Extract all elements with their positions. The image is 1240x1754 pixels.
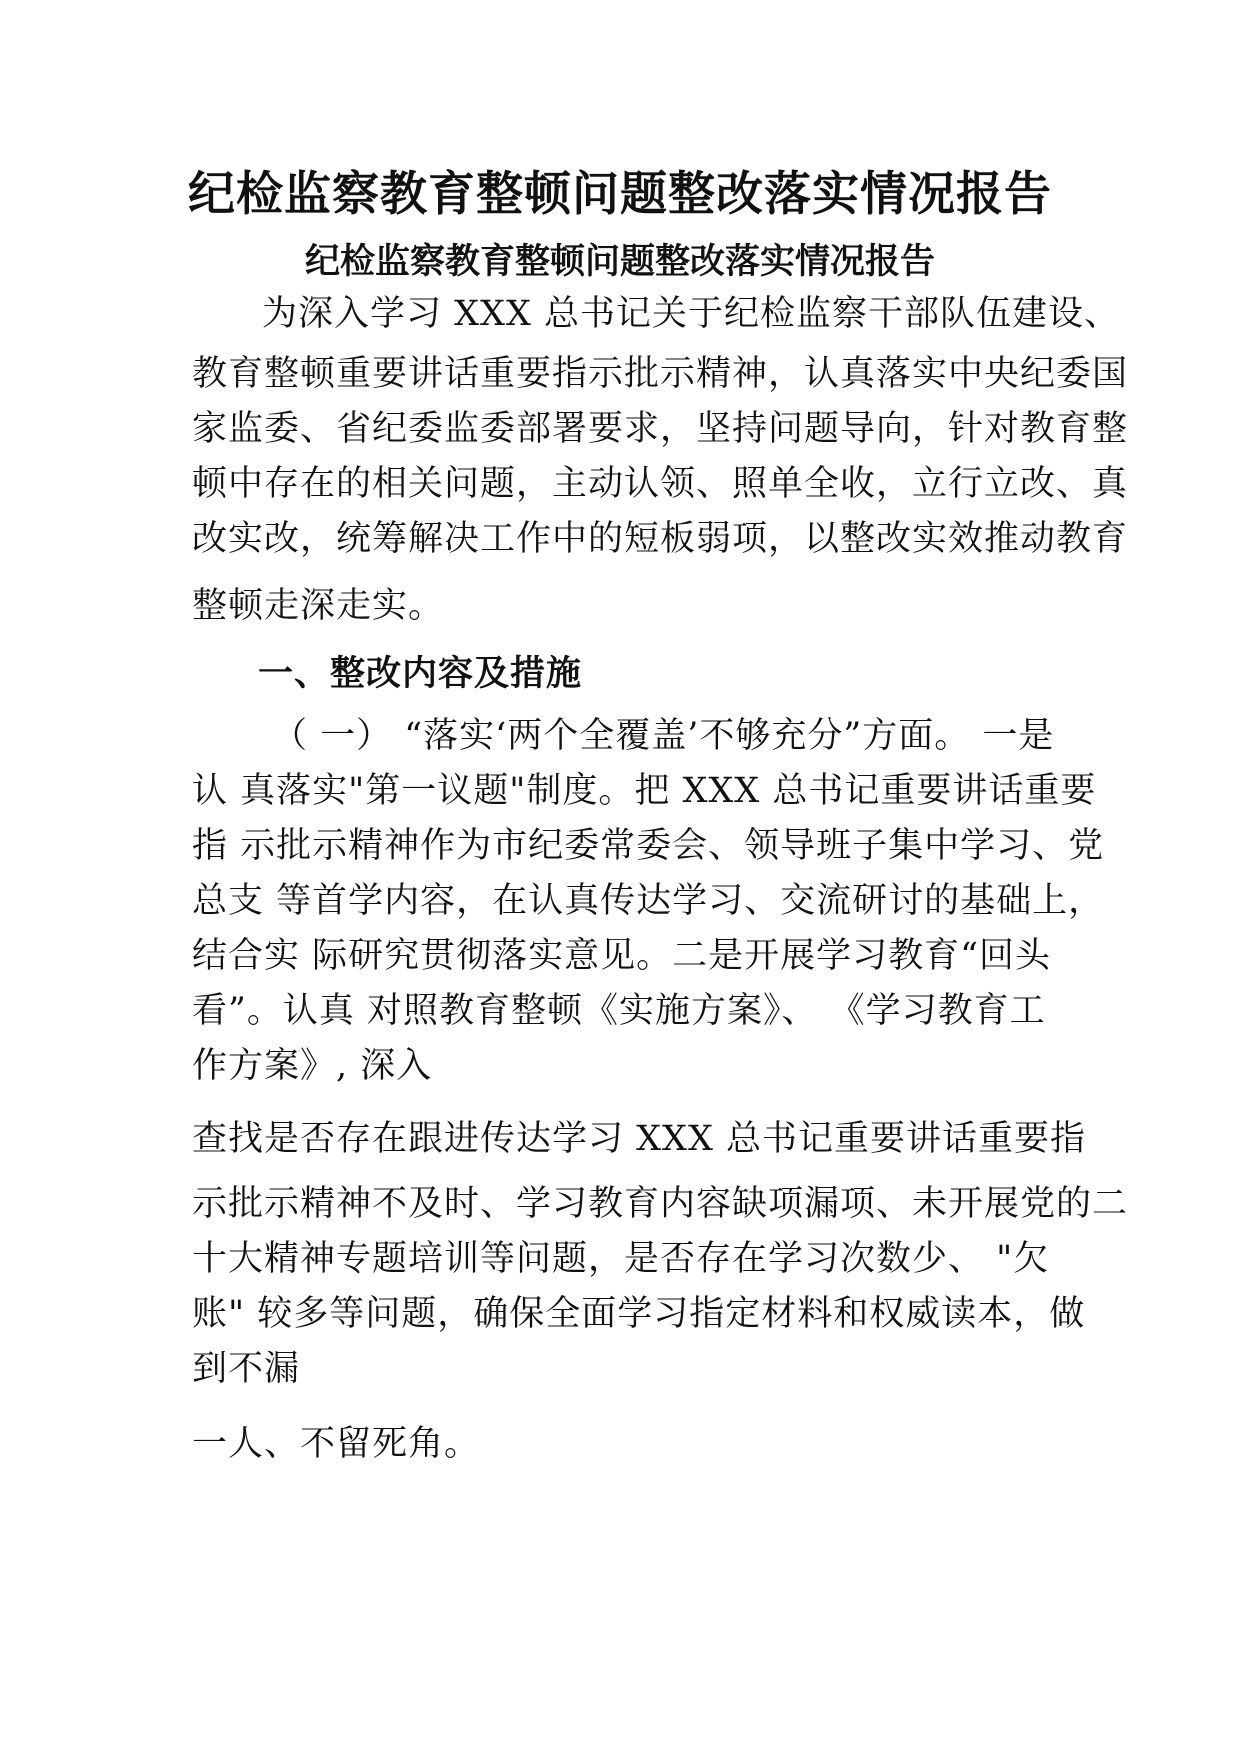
section-line-4: 总支 等首学内容，在认真传达学习、交流研讨的基础上， <box>192 881 1105 921</box>
section-line-11: 账" 较多等问题，确保全面学习指定材料和权威读本，做 <box>192 1294 1086 1334</box>
section-line-12: 到不漏 <box>192 1349 301 1389</box>
section-line-2: 认 真落实"第一议题"制度。把 XXX 总书记重要讲话重要 <box>192 771 1097 811</box>
intro-line-4: 顿中存在的相关问题，主动认领、照单全收，立行立改、真 <box>192 464 1129 504</box>
section-line-1: （ 一） “落实‘两个全覆盖’不够充分”方面。 一是 <box>272 716 1055 756</box>
section-line-9: 示批示精神不及时、学习教育内容缺项漏项、未开展党的二 <box>192 1184 1129 1224</box>
intro-line-3: 家监委、省纪委监委部署要求，坚持问题导向，针对教育整 <box>192 409 1129 449</box>
section-line-3: 指 示批示精神作为市纪委常委会、领导班子集中学习、党 <box>192 826 1105 866</box>
intro-line-1: 为深入学习 XXX 总书记关于纪检监察干部队伍建设、 <box>262 294 1121 334</box>
intro-line-2: 教育整顿重要讲话重要指示批示精神，认真落实中央纪委国 <box>192 354 1129 394</box>
document-title: 纪检监察教育整顿问题整改落实情况报告 <box>188 167 1052 222</box>
section-line-8: 查找是否存在跟进传达学习 XXX 总书记重要讲话重要指 <box>192 1119 1087 1159</box>
section-line-10: 十大精神专题培训等问题，是否存在学习次数少、 "欠 <box>192 1239 1050 1279</box>
section-line-13: 一人、不留死角。 <box>192 1424 481 1464</box>
section-heading: 一、整改内容及措施 <box>258 653 583 694</box>
intro-line-5: 改实改，统筹解决工作中的短板弱项，以整改实效推动教育 <box>192 519 1129 559</box>
intro-line-6: 整顿走深走实。 <box>192 586 445 626</box>
section-line-6: 看”。认真 对照教育整顿《实施方案》、 《学习教育工 <box>192 991 1046 1031</box>
document-subtitle: 纪检监察教育整顿问题整改落实情况报告 <box>304 241 935 282</box>
section-line-5: 结合实 际研究贯彻落实意见。二是开展学习教育“回头 <box>192 936 1052 976</box>
section-line-7: 作方案》, 深入 <box>192 1046 433 1086</box>
